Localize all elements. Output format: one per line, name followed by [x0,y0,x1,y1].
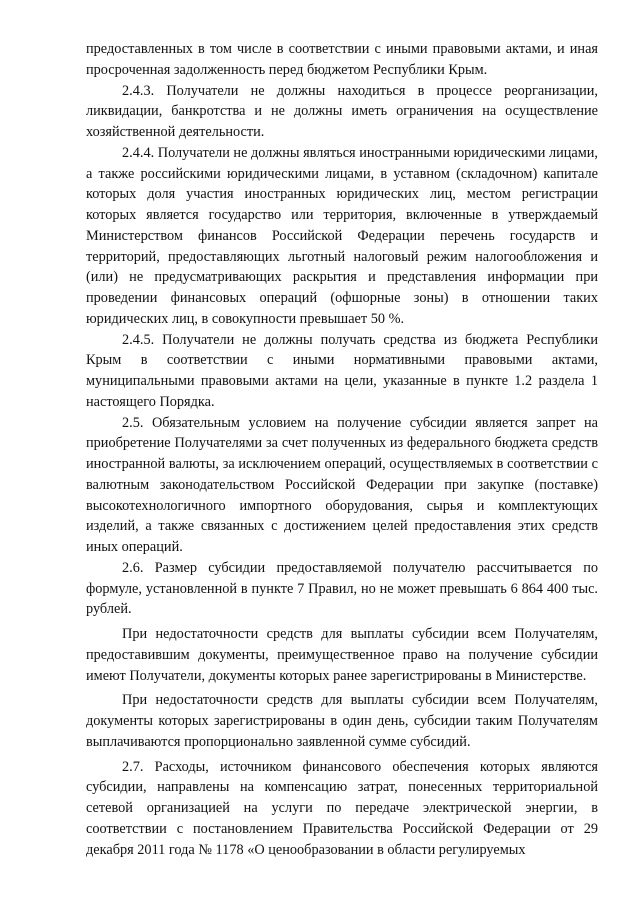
paragraph-proportional-payment: При недостаточности средств для выплаты субсидии всем Получателям, документы которых зарегистрированы в один день, субсидии таким Получателям выплачиваются пропорционально заявленной сумме субсидий. [86,692,598,750]
paragraph-priority-right: При недостаточности средств для выплаты субсидии всем Получателям, предоставившим документы, преимущественное право на получение субсидии имеют Получатели, документы которых ранее зарегистрированы в Министерстве. [86,626,598,684]
paragraph-2-5: 2.5. Обязательным условием на получение субсидии является запрет на приобретение Получателями за счет полученных из федерального бюджета средств иностранной валюты, за исключением операций, осуществляемых в соответствии с валютным законодательством Российской Федерации при закупке (поставке) высокотехнологичного импортного оборудования, сырья и комплектующих изделий, а также связанных с достижением целей предоставления этих средств иных операций. [86,414,598,555]
paragraph-2-7: 2.7. Расходы, источником финансового обеспечения которых являются субсидии, направлены на компенсацию затрат, понесенных территориальной сетевой организацией на услуги по передаче электрической энергии, в соответствии с постановлением Правительства Российской Федерации от 29 декабря 2011 года № 1178 «О ценообразовании в области регулируемых [86,758,598,858]
paragraph-2-4-3: 2.4.3. Получатели не должны находиться в процессе реорганизации, ликвидации, банкротства и не должны иметь ограничения на осуществление хозяйственной деятельности. [86,82,598,140]
paragraph-2-4-5: 2.4.5. Получатели не должны получать средства из бюджета Республики Крым в соответствии с иными нормативными правовыми актами, муниципальными правовыми актами на цели, указанные в пункте 1.2 раздела 1 настоящего Порядка. [86,331,598,410]
paragraph-continuation: предоставленных в том числе в соответствии с иными правовыми актами, и иная просроченная задолженность перед бюджетом Республики Крым. [86,41,598,78]
document-body [86,39,598,860]
paragraph-2-4-4: 2.4.4. Получатели не должны являться иностранными юридическими лицами, а также российскими юридическими лицами, в уставном (складочном) капитале которых доля участия иностранных юридических лиц, местом регистрации которых является государство или территория, включенные в утверждаемый Министерством финансов Российской Федерации перечень государств и территорий, предоставляющих льготный налоговый режим налогообложения и (или) не предусматривающих раскрытия и представления информации при проведении финансовых операций (офшорные зоны) в отношении таких юридических лиц, в совокупности превышает 50 %. [86,144,599,327]
paragraph-2-6: 2.6. Размер субсидии предоставляемой получателю рассчитывается по формуле, установленной в пункте 7 Правил, но не может превышать 6 864 400 тыс. рублей. [86,559,598,618]
